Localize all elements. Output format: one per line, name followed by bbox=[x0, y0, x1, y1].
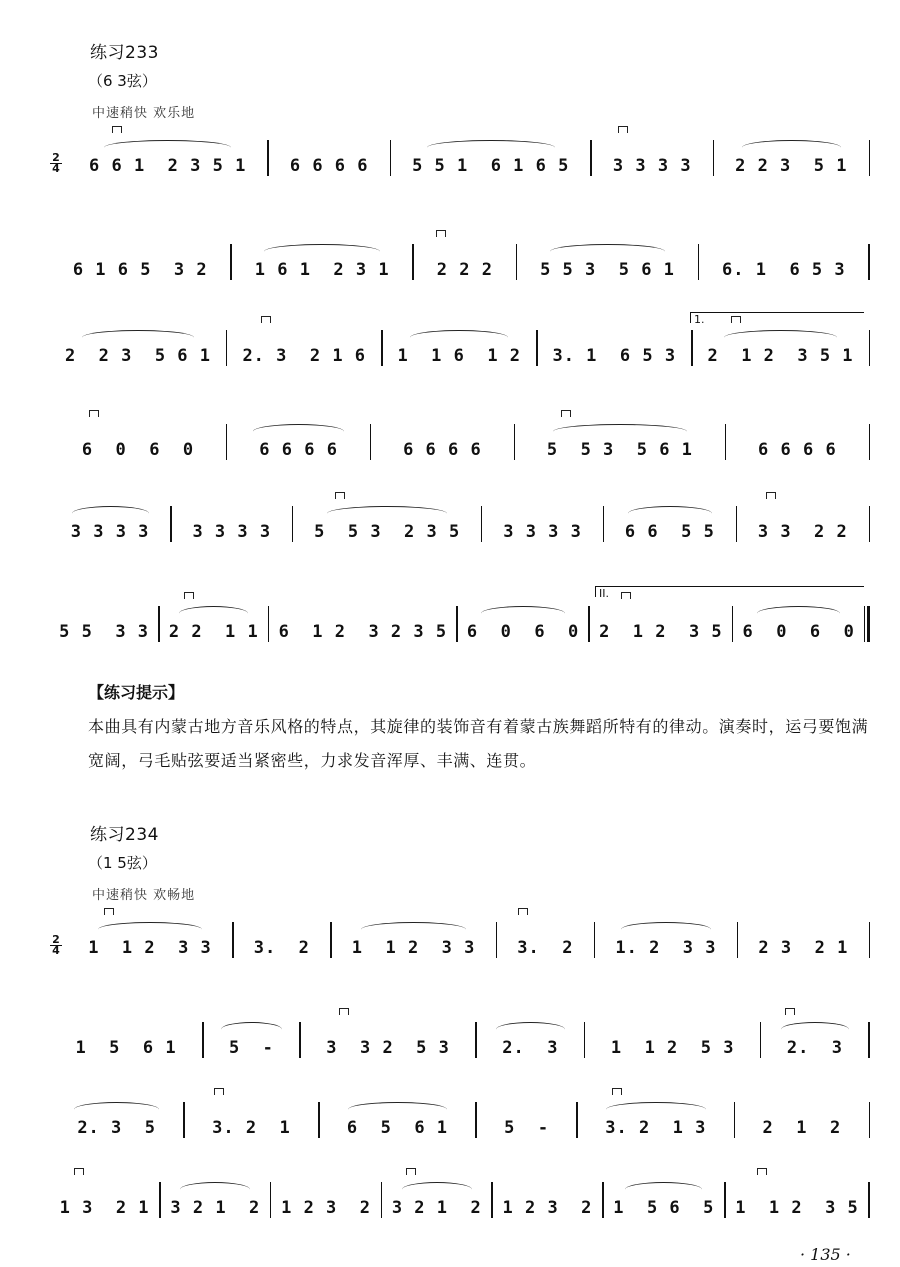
hint-text: 本曲具有内蒙古地方音乐风格的特点，其旋律的装饰音有着蒙古族舞蹈所特有的律动。演奏时，运弓要饱满宽阔，弓毛贴弦要适当紧密些，力求发音浑厚、丰满、连贯。 bbox=[88, 717, 869, 770]
score-line bbox=[50, 1000, 870, 1070]
measure bbox=[761, 1000, 868, 1070]
bow-mark-icon bbox=[184, 592, 194, 599]
measure bbox=[172, 484, 292, 554]
slur-mark bbox=[327, 506, 447, 521]
measure bbox=[592, 118, 713, 188]
measure bbox=[604, 484, 735, 554]
measure bbox=[482, 484, 602, 554]
slur-mark bbox=[550, 244, 666, 259]
bow-mark-icon bbox=[757, 1168, 767, 1175]
measure-notes: 6 6 6 6 bbox=[259, 440, 338, 460]
measure bbox=[50, 584, 158, 654]
measure bbox=[50, 1160, 159, 1230]
slur-mark bbox=[82, 330, 195, 345]
bar-line bbox=[869, 1102, 871, 1138]
measure-notes: 3. 2 1 3 bbox=[605, 1118, 707, 1138]
slur-mark bbox=[98, 922, 203, 937]
measure-notes: 1 5 6 5 bbox=[613, 1198, 715, 1218]
slur-mark bbox=[180, 1182, 250, 1197]
time-signature-bottom: 4 bbox=[52, 944, 60, 957]
measure bbox=[160, 584, 268, 654]
measure bbox=[50, 222, 230, 292]
measure bbox=[50, 1080, 183, 1150]
measure bbox=[497, 900, 594, 970]
slur-mark bbox=[427, 140, 555, 155]
measure bbox=[383, 308, 537, 378]
measure bbox=[50, 402, 226, 472]
measure-notes: 2 1 2 3 5 1 bbox=[707, 346, 854, 366]
measure bbox=[493, 1160, 602, 1230]
slur-mark bbox=[253, 424, 344, 439]
slur-mark bbox=[348, 1102, 448, 1117]
measure-notes: 5 5 3 2 3 5 bbox=[314, 522, 461, 542]
measure-notes: 1 3 2 1 bbox=[59, 1198, 150, 1218]
measure-notes: 3 3 2 2 bbox=[757, 522, 848, 542]
measure-notes: 2 1 2 3 5 bbox=[599, 622, 723, 642]
slur-mark bbox=[104, 140, 232, 155]
measure bbox=[320, 1080, 476, 1150]
time-signature bbox=[50, 153, 62, 174]
measure bbox=[517, 222, 697, 292]
measure bbox=[382, 1160, 491, 1230]
slur-mark bbox=[724, 330, 837, 345]
hint-heading: 【练习提示】 bbox=[88, 683, 185, 702]
measure bbox=[50, 484, 170, 554]
slur-mark bbox=[74, 1102, 159, 1117]
measure bbox=[604, 1160, 724, 1230]
measure-notes: 3 3 3 3 bbox=[70, 522, 150, 542]
slur-mark bbox=[757, 606, 841, 621]
slur-mark bbox=[264, 244, 380, 259]
bow-mark-icon bbox=[104, 908, 114, 915]
measure-notes: 3 2 1 2 bbox=[391, 1198, 482, 1218]
measure-notes: 2 2 3 5 1 bbox=[735, 156, 848, 176]
bar-line bbox=[869, 922, 871, 958]
bow-mark-icon bbox=[89, 410, 99, 417]
slur-mark bbox=[361, 922, 466, 937]
measure bbox=[185, 1080, 318, 1150]
bow-mark-icon bbox=[612, 1088, 622, 1095]
bow-mark-icon bbox=[518, 908, 528, 915]
exercise-234-tempo: 中速稍快 欢畅地 bbox=[92, 888, 196, 903]
bar-line bbox=[868, 244, 870, 280]
measure-notes: 3 3 3 3 bbox=[612, 156, 692, 176]
score-line bbox=[50, 222, 870, 292]
exercise-233-strings: （6 3弦） bbox=[88, 72, 157, 90]
measure-notes: 6 0 6 0 bbox=[466, 622, 580, 642]
measure-notes: 5 5 3 5 6 1 bbox=[546, 440, 693, 460]
measure-notes: 6 5 6 1 bbox=[346, 1118, 449, 1138]
page-number: · 135 · bbox=[800, 1245, 851, 1264]
measure bbox=[301, 1000, 475, 1070]
bow-mark-icon bbox=[261, 316, 271, 323]
measure-notes: 5 - bbox=[228, 1038, 274, 1058]
measure-notes: 2. 3 2 1 6 bbox=[242, 346, 367, 366]
measure bbox=[293, 484, 481, 554]
measure-notes: 3. 2 bbox=[517, 938, 574, 958]
measure-notes: 5 5 3 3 bbox=[59, 622, 150, 642]
bow-mark-icon bbox=[785, 1008, 795, 1015]
measure-notes: 1 6 1 2 3 1 bbox=[254, 260, 390, 280]
measure bbox=[234, 900, 331, 970]
measure-notes: 3. 2 1 bbox=[212, 1118, 291, 1138]
measure-notes: 6. 1 6 5 3 bbox=[722, 260, 846, 280]
measure-notes: 3. 1 6 5 3 bbox=[552, 346, 677, 366]
score-line bbox=[50, 1080, 870, 1150]
bow-mark-icon bbox=[339, 1008, 349, 1015]
time-signature-top: 2 bbox=[52, 933, 60, 946]
measure-notes: 6 6 5 5 bbox=[624, 522, 715, 542]
exercise-233-tempo: 中速稍快 欢乐地 bbox=[92, 106, 196, 121]
measure-notes: 3 2 1 2 bbox=[170, 1198, 261, 1218]
measure bbox=[515, 402, 725, 472]
time-signature-bottom: 4 bbox=[52, 162, 60, 175]
measure bbox=[458, 584, 589, 654]
bow-mark-icon bbox=[766, 492, 776, 499]
time-signature-top: 2 bbox=[52, 151, 60, 164]
measure-notes: 2. 3 bbox=[502, 1038, 559, 1058]
measure bbox=[738, 900, 868, 970]
measure-notes: 1 1 2 3 3 bbox=[88, 938, 212, 958]
measure-notes: 6 0 6 0 bbox=[81, 440, 195, 460]
bar-line bbox=[869, 330, 871, 366]
bar-line bbox=[869, 140, 871, 176]
measure-notes: 1 1 2 5 3 bbox=[610, 1038, 735, 1058]
slur-mark bbox=[496, 1022, 565, 1037]
ending-2-bracket: II. bbox=[595, 586, 864, 597]
measure bbox=[414, 222, 516, 292]
measure bbox=[271, 1160, 380, 1230]
measure-notes: 6 6 6 6 bbox=[289, 156, 369, 176]
score-line bbox=[50, 402, 870, 472]
measure-notes: 6 6 6 6 bbox=[758, 440, 837, 460]
measure bbox=[68, 118, 267, 188]
slur-mark bbox=[221, 1022, 282, 1037]
measure-notes: 1 1 2 3 5 bbox=[735, 1198, 859, 1218]
slur-mark bbox=[628, 506, 712, 521]
measure-notes: 3 3 3 3 bbox=[503, 522, 582, 542]
measure-notes: 1 2 3 2 bbox=[281, 1198, 371, 1218]
measure bbox=[737, 484, 868, 554]
measure-notes: 5 5 3 5 6 1 bbox=[540, 260, 675, 280]
measure bbox=[699, 222, 868, 292]
slur-mark bbox=[402, 1182, 472, 1197]
measure bbox=[204, 1000, 300, 1070]
bow-mark-icon bbox=[436, 230, 446, 237]
bow-mark-icon bbox=[335, 492, 345, 499]
bow-mark-icon bbox=[406, 1168, 416, 1175]
measure-notes: 3 3 2 5 3 bbox=[326, 1038, 450, 1058]
exercise-233-title: 练习233 bbox=[90, 43, 159, 63]
measure-notes: 6 6 1 2 3 5 1 bbox=[89, 156, 247, 176]
measure-notes: 5 - bbox=[504, 1118, 550, 1138]
measure bbox=[269, 584, 456, 654]
measure bbox=[735, 1080, 868, 1150]
measure bbox=[232, 222, 412, 292]
measure bbox=[332, 900, 496, 970]
measure-notes: 5 5 1 6 1 6 5 bbox=[412, 156, 570, 176]
bow-mark-icon bbox=[112, 126, 122, 133]
measure bbox=[595, 900, 737, 970]
slur-mark bbox=[606, 1102, 706, 1117]
measure-notes: 1 1 6 1 2 bbox=[397, 346, 522, 366]
exercise-234-strings: （1 5弦） bbox=[88, 854, 157, 872]
measure bbox=[477, 1080, 577, 1150]
slur-mark bbox=[621, 922, 712, 937]
bar-line bbox=[869, 424, 871, 460]
slur-mark bbox=[72, 506, 149, 521]
bar-line bbox=[868, 1182, 870, 1218]
score-line bbox=[50, 118, 870, 188]
slur-mark bbox=[625, 1182, 702, 1197]
bar-line bbox=[869, 506, 871, 542]
measure-notes: 2 2 1 1 bbox=[168, 622, 259, 642]
measure bbox=[538, 308, 692, 378]
measure bbox=[161, 1160, 270, 1230]
score-line bbox=[50, 1160, 870, 1230]
bar-line bbox=[864, 606, 870, 642]
measure bbox=[68, 900, 232, 970]
measure bbox=[726, 402, 868, 472]
measure-notes: 2. 3 5 bbox=[77, 1118, 156, 1138]
measure-notes: 1. 2 3 3 bbox=[615, 938, 717, 958]
measure-notes: 3. 2 bbox=[253, 938, 310, 958]
measure bbox=[227, 308, 381, 378]
slur-mark bbox=[742, 140, 841, 155]
measure bbox=[269, 118, 390, 188]
measure bbox=[371, 402, 513, 472]
measure bbox=[227, 402, 369, 472]
ending-1-bracket: 1. bbox=[690, 312, 864, 323]
slur-mark bbox=[179, 606, 248, 621]
measure-notes: 6 6 6 6 bbox=[403, 440, 482, 460]
measure-notes: 2 2 3 5 6 1 bbox=[64, 346, 212, 366]
measure-notes: 6 1 6 5 3 2 bbox=[72, 260, 208, 280]
measure bbox=[391, 118, 590, 188]
measure-notes: 2 1 2 bbox=[762, 1118, 842, 1138]
bar-line bbox=[868, 1022, 870, 1058]
slur-mark bbox=[410, 330, 508, 345]
measure-notes: 1 1 2 3 3 bbox=[351, 938, 476, 958]
exercise-234-title: 练习234 bbox=[90, 825, 159, 845]
bow-mark-icon bbox=[74, 1168, 84, 1175]
measure-notes: 1 5 6 1 bbox=[75, 1038, 177, 1058]
slur-mark bbox=[781, 1022, 850, 1037]
slur-mark bbox=[481, 606, 565, 621]
measure bbox=[477, 1000, 584, 1070]
bow-mark-icon bbox=[618, 126, 628, 133]
measure bbox=[50, 308, 226, 378]
bow-mark-icon bbox=[214, 1088, 224, 1095]
measure-notes: 6 1 2 3 2 3 5 bbox=[278, 622, 448, 642]
measure bbox=[50, 1000, 202, 1070]
bow-mark-icon bbox=[561, 410, 571, 417]
measure-notes: 3 3 3 3 bbox=[192, 522, 272, 542]
time-signature bbox=[50, 935, 62, 956]
score-line bbox=[50, 484, 870, 554]
measure-notes: 2 3 2 1 bbox=[758, 938, 849, 958]
measure-notes: 6 0 6 0 bbox=[742, 622, 855, 642]
score-line bbox=[50, 900, 870, 970]
measure bbox=[578, 1080, 734, 1150]
slur-mark bbox=[553, 424, 687, 439]
measure-notes: 2 2 2 bbox=[436, 260, 493, 280]
measure bbox=[585, 1000, 759, 1070]
measure-notes: 2. 3 bbox=[786, 1038, 844, 1058]
measure-notes: 1 2 3 2 bbox=[502, 1198, 593, 1218]
measure bbox=[714, 118, 868, 188]
measure bbox=[726, 1160, 869, 1230]
